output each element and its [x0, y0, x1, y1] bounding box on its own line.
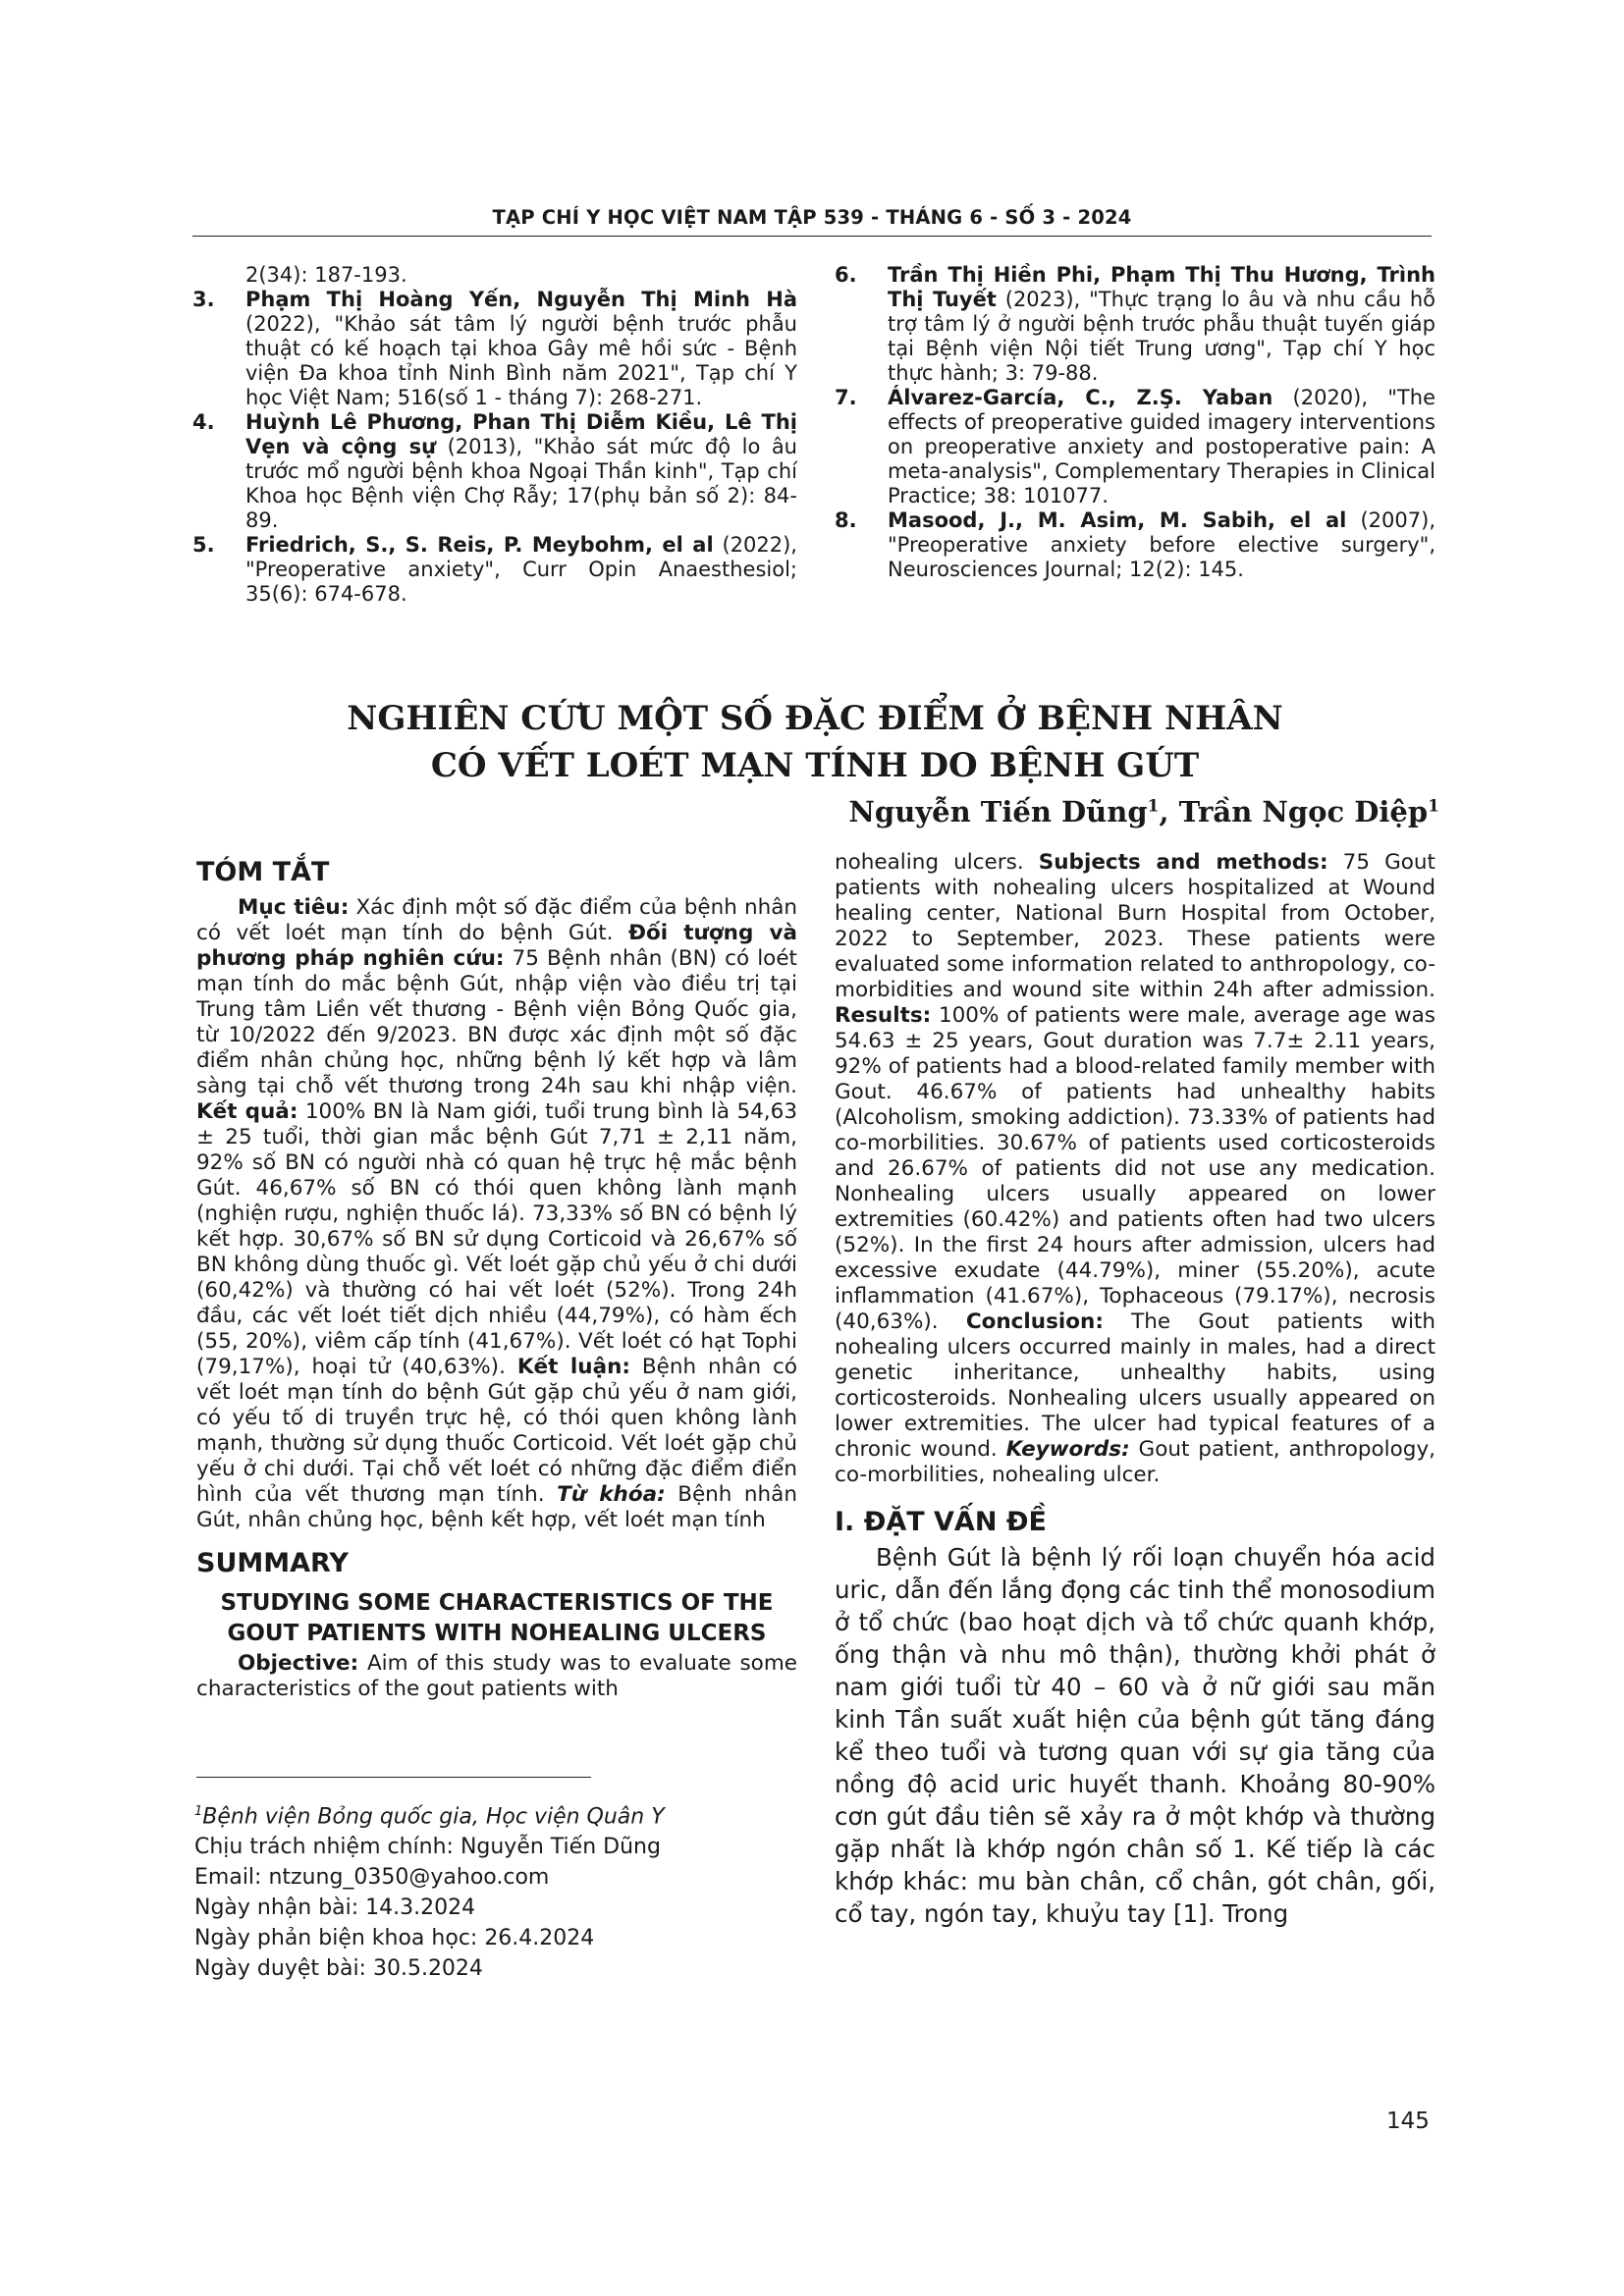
- summary-objective: [196, 1651, 797, 1702]
- summary-continued: [835, 850, 1435, 1488]
- label-results-vi: Kết quả:: [196, 1099, 298, 1124]
- affiliation-text: Bệnh viện Bỏng quốc gia, Học viện Quân Y: [202, 1804, 665, 1830]
- abstract-heading: TÓM TẮT: [196, 857, 330, 887]
- author-list: [848, 795, 1439, 828]
- footnote-received: Ngày nhận bài: 14.3.2024: [194, 1896, 476, 1921]
- text-objective-en: Aim of this study was to evaluate some characteristics of the gout patients with: [196, 1651, 797, 1701]
- article-title: [245, 695, 1384, 789]
- author-affiliation-mark: 1: [1147, 796, 1160, 817]
- author-name: Trần Ngọc Diệp: [1178, 795, 1429, 828]
- reference-number: 7.: [835, 386, 857, 409]
- text-results-en: 100% of patients were male, average age was 54.63 ± 25 years, Gout duration was 7.7± 2.11 years, 92% of patients had a blood-related family member with Gout. 46.67% of patients had unhealthy habits (Alcoholism, smoking addiction). 73.33% of patients had co-morbilities. 30.67% of patients used corticosteroids and 26.67% of patients did not use any medication. Nonhealing ulcers usually appeared on lower extremities (60.42%) and patients often had two ulcers (52%). In the first 24 hours after admission, ulcers had excessive exudate (44.79%), miner (55.20%), acute inflammation (41.67%), Tophaceous (79.17%), necrosis (40,63%).: [835, 1003, 1435, 1334]
- footnote-rule: [196, 1777, 591, 1778]
- references-right: [835, 263, 1435, 582]
- reference-number: 5.: [192, 533, 215, 557]
- text-keywords-en: Gout patient, anthropology, co-morbilities, nohealing ulcer.: [835, 1437, 1436, 1487]
- author-name: Nguyễn Tiến Dũng: [848, 795, 1148, 828]
- page-number: 145: [1386, 2109, 1430, 2134]
- references-left: [192, 263, 797, 607]
- intro-heading: I. ĐẶT VẤN ĐỀ: [835, 1507, 1047, 1537]
- reference-item: [192, 263, 797, 288]
- reference-text: (2020), "The effects of preoperative guided imagery interventions on preoperative anxiety and postoperative pain: A meta-analysis", Complementary Therapies in Clinical Practice; 38: 101077.: [888, 386, 1435, 507]
- footnote-reviewed: Ngày phản biện khoa học: 26.4.2024: [194, 1926, 595, 1951]
- footnotes: [194, 1796, 784, 1984]
- reference-authors: Friedrich, S., S. Reis, P. Meybohm, el al: [245, 533, 714, 557]
- reference-number: 3.: [192, 288, 215, 311]
- reference-text: (2023), "Thực trạng lo âu và nhu cầu hỗ trợ tâm lý ở người bệnh trước phẫu thuật tuyến giáp tại Bệnh viện Nội tiết Trung ương", Tạp chí Y học thực hành; 3: 79-88.: [888, 288, 1436, 385]
- reference-item: [835, 263, 1435, 386]
- label-conclusion-en: Conclusion:: [965, 1309, 1104, 1334]
- footnote-accepted: Ngày duyệt bài: 30.5.2024: [194, 1956, 483, 1982]
- text-results-vi: 100% BN là Nam giới, tuổi trung bình là 54,63 ± 25 tuổi, thời gian mắc bệnh Gút 7,71 ± 2,11 năm, 92% số BN có người nhà có quan hệ trực hệ mắc bệnh Gút. 46,67% số BN có thói quen không lành mạnh (nghiện rượu, nghiện thuốc lá). 73,33% số BN có bệnh lý kết hợp. 30,67% số BN sử dụng Corticoid và 26,67% số BN không dùng thuốc gì. Vết loét gặp chủ yếu ở chi dưới (60,42%) và thường có hai vết loét (52%). Trong 24h đầu, các vết loét tiết dịch nhiều (44,79%), có hàm ếch (55, 20%), viêm cấp tính (41,67%). Vết loét có hạt Tophi (79,17%), hoại tử (40,63%).: [196, 1099, 798, 1379]
- reference-text: (2013), "Khảo sát mức độ lo âu trước mổ người bệnh khoa Ngoại Thần kinh", Tạp chí Khoa học Bệnh viện Chợ Rẫy; 17(phụ bản số 2): 84-89.: [245, 435, 797, 532]
- text-objective-en-cont: nohealing ulcers.: [835, 850, 1039, 875]
- footnote-mark: 1: [194, 1804, 203, 1819]
- reference-item: [192, 410, 797, 533]
- footnote-responsible: Chịu trách nhiệm chính: Nguyễn Tiến Dũng: [194, 1835, 661, 1860]
- reference-item: [835, 386, 1435, 508]
- intro-paragraph: Bệnh Gút là bệnh lý rối loạn chuyển hóa acid uric, dẫn đến lắng đọng các tinh thể monosodium ở tổ chức (bao hoạt dịch và tổ chức quanh khớp, ống thận và nhu mô thận), thường khởi phát ở nam giới tuổi từ 40 – 60 và ở nữ giới sau mãn kinh Tần suất xuất hiện của bệnh gút tăng đáng kể theo tuổi và tương quan với sự gia tăng của nồng độ acid uric huyết thanh. Khoảng 80-90% cơn gút đầu tiên sẽ xảy ra ở một khớp và thường gặp nhất là khớp ngón chân số 1. Kế tiếp là các khớp khác: mu bàn chân, cổ chân, gót chân, gối, cổ tay, ngón tay, khuỷu tay [1]. Trong: [835, 1543, 1435, 1928]
- label-keywords-en: Keywords:: [1005, 1437, 1130, 1462]
- summary-heading: SUMMARY: [196, 1548, 349, 1578]
- reference-authors: Masood, J., M. Asim, M. Sabih, el al: [888, 508, 1347, 532]
- label-results-en: Results:: [835, 1003, 932, 1028]
- text-subjects-vi: 75 Bệnh nhân (BN) có loét mạn tính do mắc bệnh Gút, nhập viện vào điều trị tại Trung tâm Liền vết thương - Bệnh viện Bỏng Quốc gia, từ 10/2022 đến 9/2023. BN được xác định một số đặc điểm nhân chủng học, những bệnh lý kết hợp và lâm sàng tại chỗ vết thương trong 24h sau khi nhập viện.: [196, 946, 797, 1098]
- label-subjects-en: Subjects and methods:: [1038, 850, 1328, 875]
- reference-authors: Trần Thị Hiền Phi, Phạm Thị Thu Hương, Trình Thị Tuyết: [888, 263, 1435, 311]
- label-objective-vi: Mục tiêu:: [238, 895, 350, 920]
- right-column: [835, 850, 1435, 1930]
- text-keywords-vi: Bệnh nhân Gút, nhân chủng học, bệnh kết hợp, vết loét mạn tính: [196, 1482, 797, 1532]
- label-keywords-vi: Từ khóa:: [557, 1482, 666, 1507]
- text-objective-vi: Xác định một số đặc điểm của bệnh nhân có vết loét mạn tính do bệnh Gút.: [196, 895, 797, 945]
- reference-number: 6.: [835, 263, 857, 287]
- journal-header: TẠP CHÍ Y HỌC VIỆT NAM TẬP 539 - THÁNG 6 - SỐ 3 - 2024: [492, 206, 1132, 229]
- reference-item: [835, 508, 1435, 582]
- text-subjects-en: 75 Gout patients with nohealing ulcers hospitalized at Wound healing center, National Burn Hospital from October, 2022 to September, 2023. These patients were evaluated some information related to anthropology, co-morbidities and wound site within 24h after admission.: [835, 850, 1435, 1002]
- label-conclusion-vi: Kết luận:: [516, 1355, 630, 1379]
- reference-item: [192, 288, 797, 410]
- label-objective-en: Objective:: [238, 1651, 359, 1676]
- reference-text: (2022), "Khảo sát tâm lý người bệnh trước phẫu thuật có kế hoạch tại khoa Gây mê hồi sức - Bệnh viện Đa khoa tỉnh Ninh Bình năm 2021", Tạp chí Y học Việt Nam; 516(số 1 - tháng 7): 268-271.: [245, 312, 797, 409]
- reference-text: (2007), "Preoperative anxiety before elective surgery", Neurosciences Journal; 12(2): 145.: [888, 508, 1435, 581]
- left-column: [196, 856, 797, 1702]
- abstract-vietnamese: [196, 895, 797, 1533]
- reference-authors: Huỳnh Lê Phương, Phan Thị Diễm Kiều, Lê Thị Vẹn và cộng sự: [245, 410, 797, 458]
- text-conclusion-en: The Gout patients with nohealing ulcers occurred mainly in males, had a direct genetic inheritance, unhealthy habits, using corticosteroids. Nonhealing ulcers usually appeared on lower extremities. The ulcer had typical features of a chronic wound.: [835, 1309, 1435, 1462]
- reference-number: 4.: [192, 410, 215, 434]
- header-rule: [192, 236, 1432, 237]
- reference-item: [192, 533, 797, 607]
- label-subjects-vi: Đối tượng và phương pháp nghiên cứu:: [196, 921, 798, 971]
- reference-text: (2022), "Preoperative anxiety", Curr Opin Anaesthesiol; 35(6): 674-678.: [245, 533, 797, 606]
- author-affiliation-mark: 1: [1428, 796, 1439, 817]
- reference-authors: Álvarez-García, C., Z.Ş. Yaban: [888, 386, 1273, 409]
- reference-text: 2(34): 187-193.: [245, 263, 407, 287]
- footnote-affiliation: [194, 1796, 784, 1832]
- reference-authors: Phạm Thị Hoàng Yến, Nguyễn Thị Minh Hà: [245, 288, 797, 311]
- title-line-2: CÓ VẾT LOÉT MẠN TÍNH DO BỆNH GÚT: [430, 746, 1200, 785]
- author-separator: ,: [1159, 795, 1179, 828]
- title-line-1: NGHIÊN CỨU MỘT SỐ ĐẶC ĐIỂM Ở BỆNH NHÂN: [347, 699, 1283, 738]
- text-conclusion-vi: Bệnh nhân có vết loét mạn tính do bệnh Gút gặp chủ yếu ở nam giới, có yếu tố di truyền trực hệ, có thói quen không lành mạnh, thường sử dụng thuốc Corticoid. Vết loét gặp chủ yếu ở chi dưới. Tại chỗ vết loét có những đặc điểm điển hình của vết thương mạn tính.: [196, 1355, 797, 1507]
- summary-title: STUDYING SOME CHARACTERISTICS OF THE GOUT PATIENTS WITH NOHEALING ULCERS: [220, 1590, 774, 1646]
- reference-number: 8.: [835, 508, 857, 532]
- footnote-email: Email: ntzung_0350@yahoo.com: [194, 1865, 550, 1891]
